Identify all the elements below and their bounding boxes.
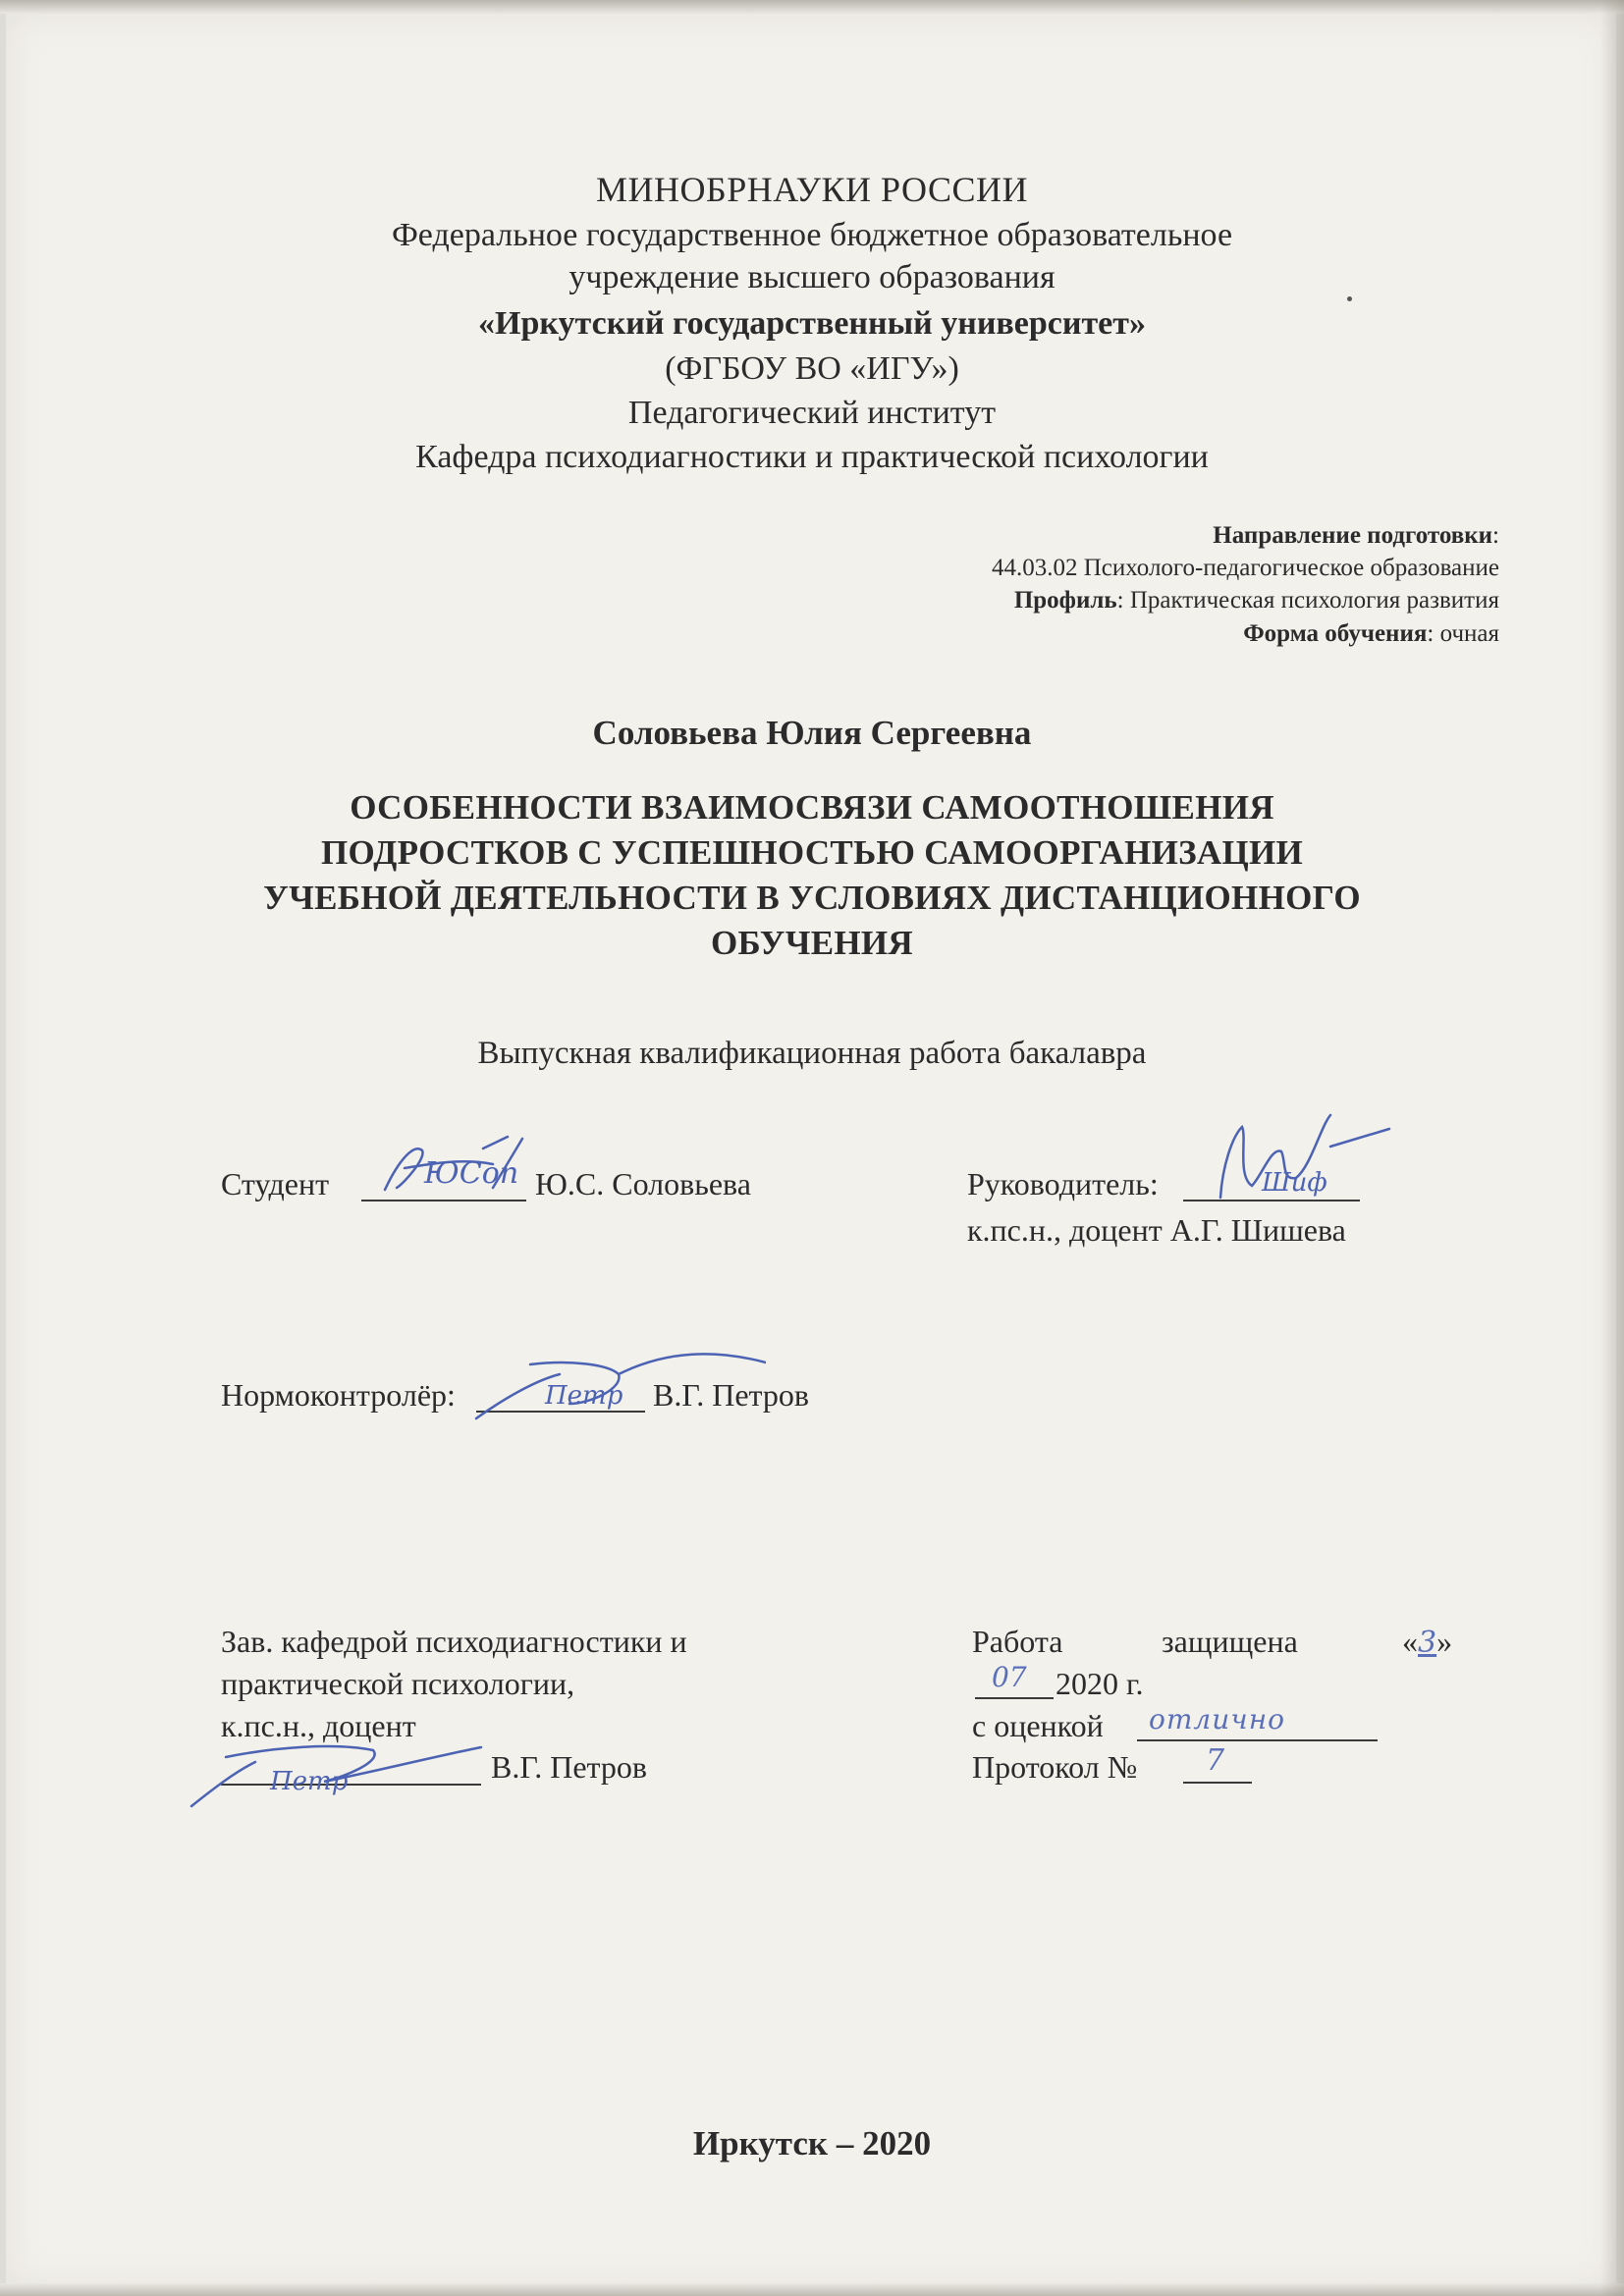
student-signature-mark: ЮСоп (424, 1156, 519, 1191)
city-year: Иркутск – 2020 (692, 2124, 932, 2163)
scan-top-edge (0, 0, 1624, 14)
head-of-department-line2: практической психологии, (221, 1666, 575, 1701)
norm-controller-name: В.Г. Петров (653, 1377, 810, 1413)
head-of-department-name: В.Г. Петров (491, 1749, 648, 1785)
scan-bottom-edge (0, 2283, 1624, 2296)
day-open-quote: « (1402, 1624, 1418, 1659)
defense-date-day (1402, 1624, 1452, 1661)
defense-year: 2020 г. (1056, 1666, 1144, 1701)
institute-name: Педагогический институт (627, 395, 997, 431)
thesis-title-line1: ОСОБЕННОСТИ ВЗАИМОСВЯЗИ САМООТНОШЕНИЯ (350, 788, 1274, 827)
supervisor-details: к.пс.н., доцент А.Г. Шишева (967, 1212, 1346, 1248)
defense-month-handwritten: 07 (992, 1661, 1027, 1693)
institution-type-line1: Федеральное государственное бюджетное образовательное (391, 217, 1233, 253)
head-signature-mark: Петр (270, 1767, 349, 1796)
thesis-title-line2: ПОДРОСТКОВ С УСПЕШНОСТЬЮ САМООРГАНИЗАЦИИ (320, 833, 1304, 872)
norm-controller-signature-mark: Петр (545, 1381, 623, 1411)
defense-grade-label: с оценкой (972, 1708, 1104, 1743)
form-value: очная (1439, 620, 1499, 647)
protocol-number-handwritten: 7 (1206, 1743, 1225, 1778)
profile-value: Практическая психология развития (1129, 587, 1499, 614)
defense-month-line (975, 1697, 1054, 1699)
institution-type-line2: учреждение высшего образования (568, 259, 1056, 295)
head-of-department-line1: Зав. кафедрой психодиагностики и (221, 1624, 687, 1659)
defense-day-handwritten: 3 (1418, 1626, 1437, 1660)
profile-colon: : (1116, 587, 1130, 614)
thesis-title-line4: ОБУЧЕНИЯ (711, 924, 913, 962)
ministry-heading: МИНОБРНАУКИ РОССИИ (596, 170, 1028, 209)
program-profile-line (1014, 585, 1499, 615)
direction-label: Направление подготовки (1213, 522, 1493, 549)
program-direction-label-line (1213, 520, 1499, 551)
department-name: Кафедра психодиагностики и практической психологии (415, 439, 1209, 475)
author-name: Соловьева Юлия Сергеевна (592, 714, 1032, 752)
supervisor-signature (1203, 1107, 1399, 1205)
protocol-number-line (1183, 1782, 1252, 1784)
defense-word-defended: защищена (1162, 1624, 1298, 1659)
university-name: «Иркутский государственный университет» (478, 305, 1146, 342)
scan-right-shadow (1600, 0, 1624, 2296)
direction-colon: : (1492, 522, 1499, 549)
program-direction-value: 44.03.02 Психолого-педагогическое образование (991, 555, 1499, 581)
student-label: Студент (221, 1166, 330, 1201)
profile-label: Профиль (1013, 587, 1117, 614)
norm-controller-label: Нормоконтролёр: (221, 1377, 456, 1413)
defense-word-work: Работа (972, 1624, 1063, 1659)
student-signature (375, 1129, 542, 1207)
defense-grade-line (1137, 1739, 1378, 1741)
program-form-line (1243, 618, 1499, 649)
supervisor-signature-mark: Шиф (1262, 1168, 1327, 1198)
head-of-department-line3: к.пс.н., доцент (221, 1708, 416, 1743)
head-of-department-signature (177, 1713, 491, 1811)
student-name: Ю.С. Соловьева (535, 1166, 751, 1201)
supervisor-label: Руководитель: (967, 1166, 1159, 1201)
work-type: Выпускная квалификационная работа бакалавра (477, 1036, 1147, 1071)
protocol-label: Протокол № (972, 1749, 1138, 1785)
form-colon: : (1427, 620, 1440, 647)
day-close-quote: » (1436, 1624, 1453, 1659)
scan-speck (1347, 296, 1352, 301)
university-abbreviation: (ФГБОУ ВО «ИГУ») (665, 350, 959, 387)
defense-grade-handwritten: отлично (1149, 1703, 1285, 1735)
thesis-title-line3: УЧЕБНОЙ ДЕЯТЕЛЬНОСТИ В УСЛОВИЯХ ДИСТАНЦИОННОГО (263, 879, 1361, 917)
form-label: Форма обучения (1243, 620, 1428, 647)
